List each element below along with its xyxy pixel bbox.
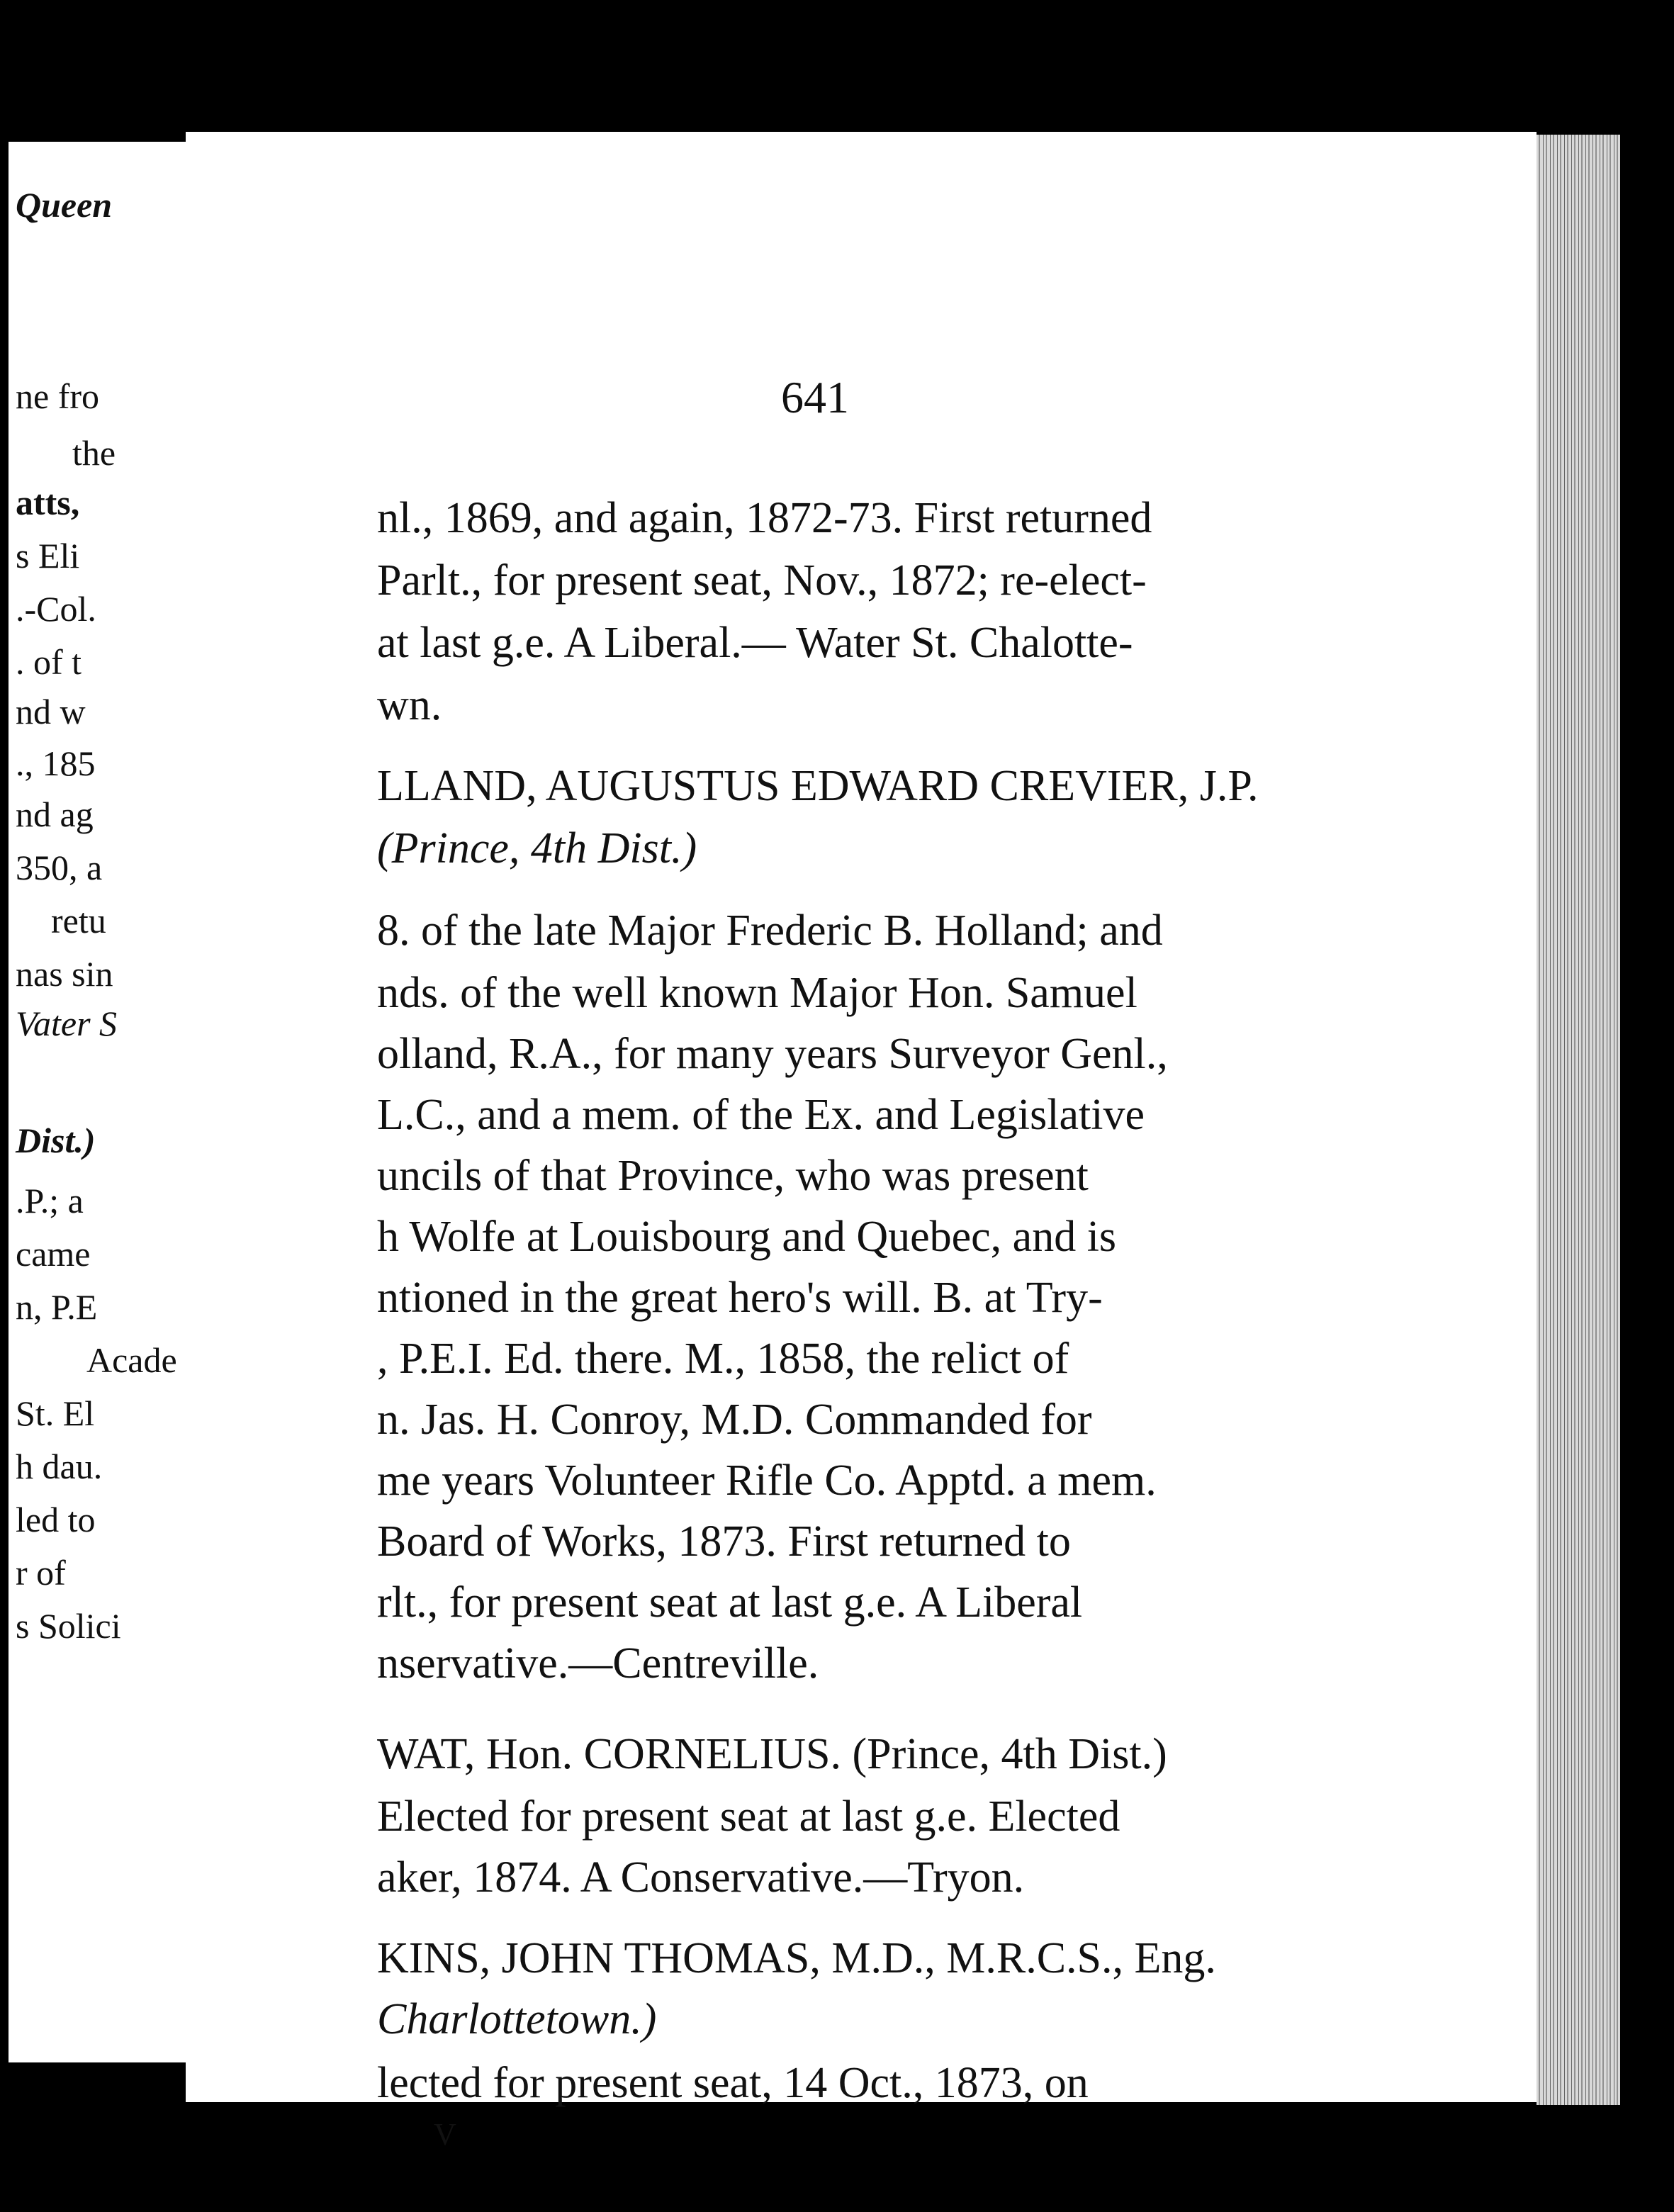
left-fragment: 350, a: [16, 848, 103, 887]
text-line: me years Volunteer Rifle Co. Apptd. a mem.: [377, 1456, 1157, 1505]
left-fragment: Vater S: [16, 1004, 118, 1043]
left-fragment: s Eli: [16, 536, 80, 576]
right-page: [186, 132, 1537, 2152]
left-fragment: ., 185: [16, 743, 96, 783]
text-line: olland, R.A., for many years Surveyor Genl.,: [377, 1030, 1168, 1078]
left-fragment: nd w: [16, 692, 86, 731]
text-line: wn.: [377, 681, 442, 729]
text-line: , P.E.I. Ed. there. M., 1858, the relict of: [377, 1335, 1069, 1383]
left-fragment: r of: [16, 1553, 66, 1593]
left-fragment: .-Col.: [16, 589, 96, 629]
text-line: L.C., and a mem. of the Ex. and Legislative: [377, 1091, 1145, 1139]
entry-heading: KINS, JOHN THOMAS, M.D., M.R.C.S., Eng.: [377, 1934, 1216, 1982]
text-line: nds. of the well known Major Hon. Samuel: [377, 969, 1137, 1017]
page-edge: [1537, 135, 1620, 2105]
left-fragment: h dau.: [16, 1447, 103, 1486]
text-line: nl., 1869, and again, 1872-73. First returned: [377, 494, 1152, 542]
left-fragment: ne fro: [16, 376, 99, 416]
left-fragment: came: [16, 1234, 91, 1274]
text-line: h Wolfe at Louisbourg and Quebec, and is: [377, 1213, 1117, 1261]
left-fragment: . of t: [16, 642, 82, 682]
entry-district: (Prince, 4th Dist.): [377, 824, 697, 872]
left-fragment: s Solici: [16, 1606, 121, 1646]
left-fragment: retu: [51, 901, 106, 941]
left-fragment: Acade: [86, 1340, 177, 1380]
text-line: rlt., for present seat at last g.e. A Liberal: [377, 1578, 1083, 1627]
left-page: [9, 142, 193, 2062]
text-line: 8. of the late Major Frederic B. Holland; and: [377, 906, 1163, 955]
text-line: nservative.—Centreville.: [377, 1639, 819, 1688]
text-line: uncils of that Province, who was present: [377, 1152, 1089, 1200]
text-line: at last g.e. A Liberal.— Water St. Chalotte-: [377, 619, 1133, 667]
page-number: 641: [781, 372, 849, 422]
entry-heading: LLAND, AUGUSTUS EDWARD CREVIER, J.P.: [377, 762, 1259, 810]
text-line: Parlt., for present seat, Nov., 1872; re-elect-: [377, 556, 1147, 605]
left-fragment: .P.; a: [16, 1181, 84, 1220]
text-line: n. Jas. H. Conroy, M.D. Commanded for: [377, 1396, 1092, 1444]
left-fragment: atts,: [16, 483, 80, 522]
text-line: Elected for present seat at last g.e. Elected: [377, 1792, 1120, 1841]
text-line: aker, 1874. A Conservative.—Tryon.: [377, 1853, 1025, 1902]
entry-district: Charlottetown.): [377, 1995, 657, 2043]
left-fragment: the: [72, 433, 116, 473]
left-fragment: n, P.E: [16, 1287, 98, 1327]
text-line: lected for present seat, 14 Oct., 1873, on: [377, 2059, 1089, 2107]
left-fragment: St. El: [16, 1393, 95, 1433]
left-fragment: Dist.): [16, 1121, 96, 1160]
signature-mark: V: [434, 2117, 456, 2152]
left-fragment: nd ag: [16, 795, 94, 834]
left-fragment: Queen: [16, 185, 113, 225]
left-fragment: led to: [16, 1500, 96, 1539]
entry-heading: WAT, Hon. CORNELIUS. (Prince, 4th Dist.): [377, 1730, 1167, 1778]
left-fragment: nas sin: [16, 954, 113, 994]
text-line: ntioned in the great hero's will. B. at Try-: [377, 1274, 1103, 1322]
text-line: Board of Works, 1873. First returned to: [377, 1517, 1071, 1566]
